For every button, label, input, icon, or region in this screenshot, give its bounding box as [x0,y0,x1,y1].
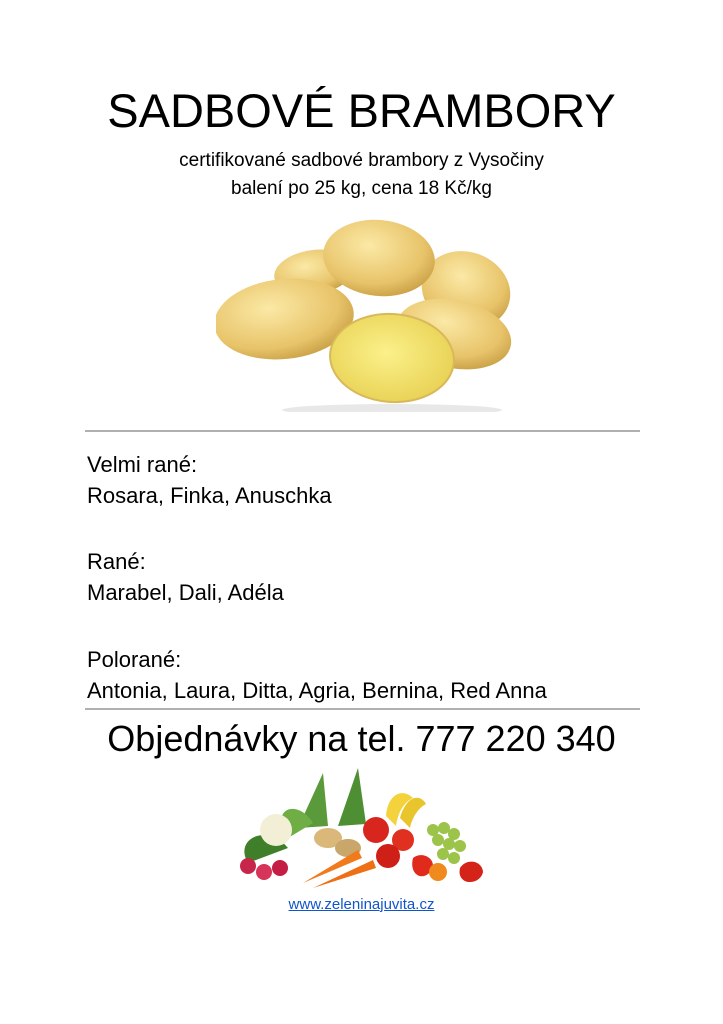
website-link[interactable]: www.zeleninajuvita.cz [288,896,435,913]
category-label-very-early: Velmi rané: [87,452,198,477]
poster-title: SADBOVÉ BRAMBORY [107,84,616,137]
subtitle-price: balení po 25 kg, cena 18 Kč/kg [231,178,492,199]
subtitle-certified: certifikované sadbové brambory z Vysočiny [179,150,544,171]
order-phone: Objednávky na tel. 777 220 340 [107,718,616,759]
divider-top [85,430,640,432]
vegetables-image [228,768,498,890]
category-varieties-semi-early: Antonia, Laura, Ditta, Agria, Bernina, Red Anna [87,678,547,703]
category-label-semi-early: Polorané: [87,647,182,672]
potatoes-image [216,212,516,412]
category-varieties-very-early: Rosara, Finka, Anuschka [87,483,332,508]
category-varieties-early: Marabel, Dali, Adéla [87,580,284,605]
divider-bottom [85,708,640,710]
category-label-early: Rané: [87,549,146,574]
